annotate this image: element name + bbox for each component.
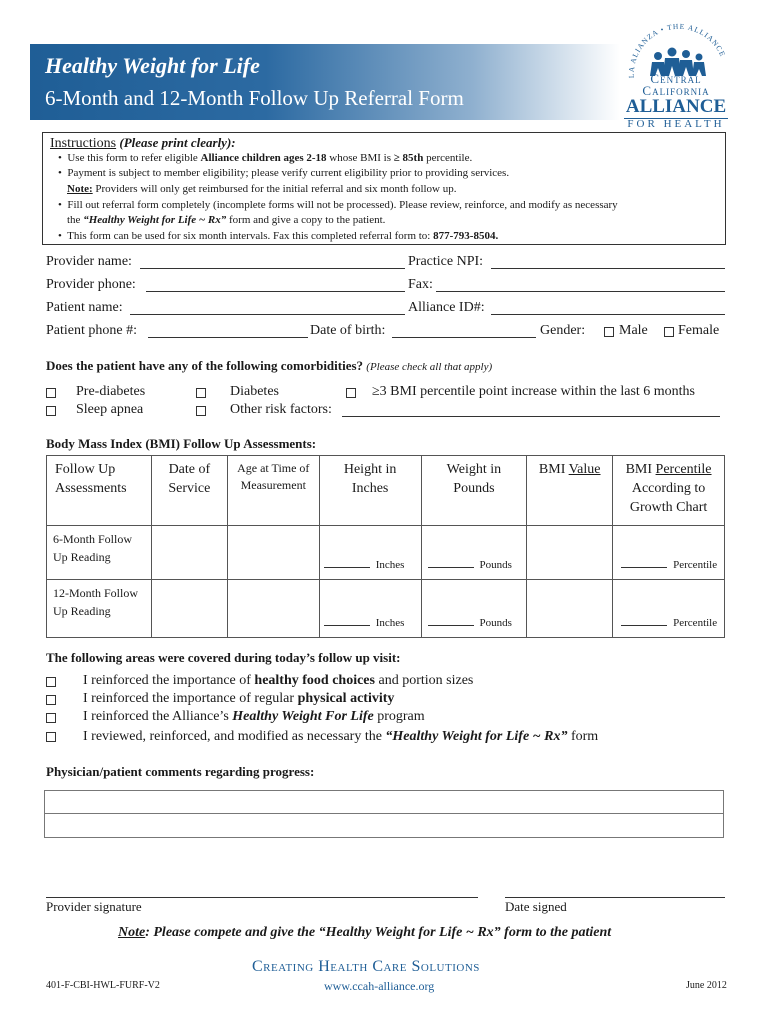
bmi-col-followup: Follow Up Assessments [47,456,152,526]
patient-name-field[interactable] [130,314,405,315]
other-risk-checkbox[interactable] [196,406,206,416]
bmi-col-height: Height in Inches [319,456,421,526]
bmi-table [46,455,725,638]
bmi-12m-weight-cell[interactable]: Pounds [421,580,527,638]
covered-item-4: I reviewed, reinforced, and modified as necessary the “Healthy Weight for Life ~ Rx” form [83,729,599,744]
bmi-6m-value-cell[interactable] [527,526,613,580]
provider-phone-label: Provider phone: [46,277,136,292]
alliance-id-field[interactable] [491,314,725,315]
bmi-col-age: Age at Time of Measurement [227,456,319,526]
date-signed-line[interactable] [505,897,725,898]
program-checkbox[interactable] [46,713,56,723]
instruction-bullet-4: • This form can be used for six month intervals. Fax this completed referral form to: 877-793-8504. [58,230,499,242]
covered-heading: The following areas were covered during today’s follow up visit: [46,650,401,665]
form-title: Healthy Weight for Life [45,53,260,78]
bmi-12m-percentile-cell[interactable]: Percentile [613,580,725,638]
fax-label: Fax: [408,277,433,292]
instruction-note: Note: Providers will only get reimbursed for the initial referral and six month follow up. [67,183,457,195]
bmi-6m-age-cell[interactable] [227,526,319,580]
form-code: 401-F-CBI-HWL-FURF-V2 [46,980,160,991]
covered-item-3: I reinforced the Alliance’s Healthy Weight For Life program [83,709,425,724]
diabetes-checkbox[interactable] [196,388,206,398]
footer-tagline: Creating Health Care Solutions [252,958,480,975]
comorbidities-note: (Please check all that apply) [366,361,493,373]
comments-box[interactable] [44,790,724,838]
bmi-12m-value-cell[interactable] [527,580,613,638]
patient-name-label: Patient name: [46,300,123,315]
other-risk-field[interactable] [342,416,720,417]
other-risk-label: Other risk factors: [230,402,332,417]
female-checkbox[interactable] [664,327,674,337]
bmi-6m-date-cell[interactable] [151,526,227,580]
bmi-6m-percentile-cell[interactable]: Percentile [613,526,725,580]
dob-field[interactable] [392,337,536,338]
bmi-6m-height-cell[interactable]: Inches [319,526,421,580]
sleep-apnea-checkbox[interactable] [46,406,56,416]
prediabetes-label: Pre-diabetes [76,384,146,399]
logo-line3: ALLIANCE [625,96,727,117]
prediabetes-checkbox[interactable] [46,388,56,398]
form-subtitle: 6-Month and 12-Month Follow Up Referral Form [45,86,464,110]
provider-name-field[interactable] [140,268,405,269]
bmi-increase-label: ≥3 BMI percentile point increase within the last 6 months [372,384,696,399]
comments-divider [44,813,724,814]
dob-label: Date of birth: [310,323,386,338]
bmi-col-date: Date of Service [151,456,227,526]
form-date: June 2012 [686,980,727,991]
patient-phone-label: Patient phone #: [46,323,137,338]
bmi-col-percentile: BMI Percentile According to Growth Chart [613,456,725,526]
bmi-col-weight: Weight in Pounds [421,456,527,526]
instruction-bullet-3: • Fill out referral form completely (incomplete forms will not be processed). Please review, reinforce, and modify as necessary [58,199,618,211]
bmi-12m-height-cell[interactable]: Inches [319,580,421,638]
bmi-row-6month-label: 6-Month Follow Up Reading [47,526,152,580]
provider-phone-field[interactable] [146,291,405,292]
bmi-row-6month [47,526,725,580]
date-signed-label: Date signed [505,899,567,914]
instructions-note: (Please print clearly): [119,135,236,150]
logo-line4: FOR HEALTH [627,118,725,130]
diabetes-label: Diabetes [230,384,279,399]
instructions-heading [50,135,236,152]
bmi-6m-weight-cell[interactable]: Pounds [421,526,527,580]
logo-line1: Central [650,71,702,86]
physical-activity-checkbox[interactable] [46,695,56,705]
practice-npi-label: Practice NPI: [408,254,484,269]
provider-signature-line[interactable] [46,897,478,898]
instruction-bullet-3-cont: the “Healthy Weight for Life ~ Rx” form and give a copy to the patient. [67,214,386,226]
covered-item-1: I reinforced the importance of healthy food choices and portion sizes [83,673,474,688]
comments-heading: Physician/patient comments regarding progress: [46,764,315,779]
bottom-note: Note: Please compete and give the “Healthy Weight for Life ~ Rx” form to the patient [118,925,612,940]
fax-field[interactable] [436,291,725,292]
gender-label: Gender: [540,323,586,338]
bmi-col-value: BMI Value [527,456,613,526]
alliance-id-label: Alliance ID#: [408,300,485,315]
bmi-heading: Body Mass Index (BMI) Follow Up Assessments: [46,436,317,451]
bmi-12m-date-cell[interactable] [151,580,227,638]
patient-phone-field[interactable] [148,337,308,338]
bmi-header-row [47,456,725,526]
comorbidities-question: Does the patient have any of the following comorbidities? (Please check all that apply) [46,358,493,373]
male-checkbox[interactable] [604,327,614,337]
food-choices-checkbox[interactable] [46,677,56,687]
bmi-row-12month-label: 12-Month Follow Up Reading [47,580,152,638]
provider-signature-label: Provider signature [46,899,142,914]
male-label: Male [619,323,648,338]
alliance-logo [620,20,732,130]
provider-name-label: Provider name: [46,254,132,269]
covered-item-2: I reinforced the importance of regular physical activity [83,691,395,706]
rx-form-checkbox[interactable] [46,732,56,742]
logo-line2: California [642,83,710,98]
instruction-bullet-1: • Use this form to refer eligible Alliance children ages 2-18 whose BMI is ≥ 85th percentile. [58,152,473,164]
bmi-row-12month [47,580,725,638]
bmi-12m-age-cell[interactable] [227,580,319,638]
practice-npi-field[interactable] [491,268,725,269]
sleep-apnea-label: Sleep apnea [76,402,144,417]
footer-url[interactable]: www.ccah-alliance.org [324,979,435,993]
bmi-increase-checkbox[interactable] [346,388,356,398]
instructions-title: Instructions [50,136,117,151]
instruction-bullet-2: • Payment is subject to member eligibility; please verify current eligibility prior to providing services. [58,167,510,179]
female-label: Female [678,323,720,338]
logo-arc-text: LA ALIANZA • THE ALLIANCE [626,21,728,79]
